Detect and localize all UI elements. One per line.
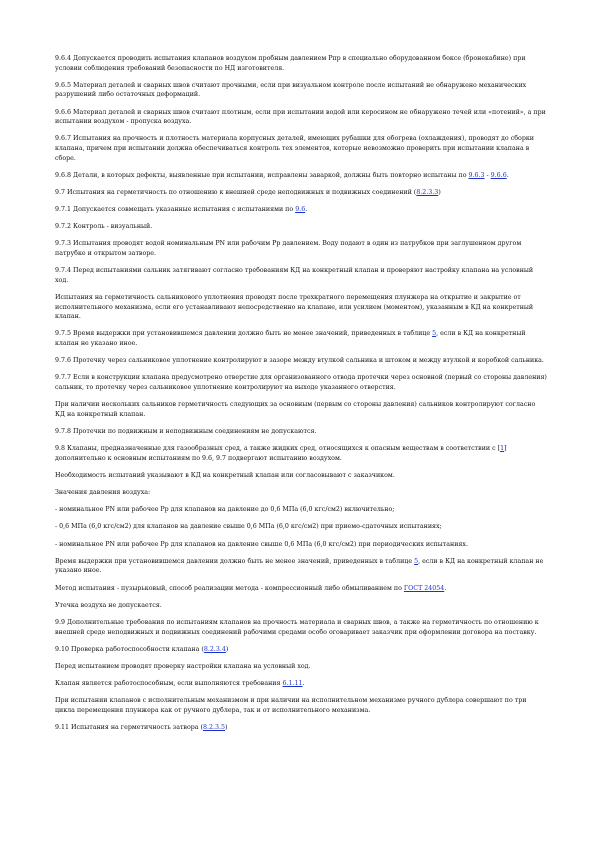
paragraph-p9-8b	[55, 471, 547, 481]
paragraph-tail: , если в КД на конкретный клапан не указано иное.	[55, 557, 544, 575]
paragraph-p9-7-5	[55, 329, 547, 348]
paragraph-text: 9.7.8 Протечки по подвижным и неподвижным соединениям не допускаются.	[55, 427, 317, 435]
paragraph-text: 9.10 Проверка работоспособности клапана (	[55, 645, 204, 653]
paragraph-p9-7-4	[55, 266, 547, 285]
paragraph-tail: ] дополнительно к основным испытаниям по 9.6, 9.7 подвергают испытанию воздухом.	[55, 445, 507, 462]
reference-link[interactable]: 5	[432, 330, 437, 338]
paragraph-text: При наличии нескольких сальников герметичность следующих за основным (первым со стороны давления) сальников контролируют согласно КД на конкретный клапан.	[55, 401, 536, 418]
paragraph-tail: , если в КД на конкретный клапан не указано иное.	[55, 330, 526, 347]
paragraph-text: 9.6.4 Допускается проводить испытания клапанов воздухом пробным давлением Рпр в специально оборудованном боксе (бронекабине) при условии соблюдения требований безопасности по НД изготовителя.	[55, 55, 526, 72]
paragraph-text: Перед испытанием проводят проверку настройки клапана на условный ход.	[55, 662, 311, 670]
paragraph-p9-6-5	[55, 81, 547, 100]
paragraph-text: 9.7.4 Перед испытаниями сальник затягивают согласно требованиям КД на конкретный клапан и проверяют настройку клапана на условный ход.	[55, 267, 534, 284]
paragraph-p9-10d	[55, 696, 547, 715]
paragraph-p9-6-6	[55, 108, 547, 127]
paragraph-p9-8e	[55, 522, 547, 532]
paragraph-tail: .	[444, 584, 447, 592]
paragraph-p9-8h	[55, 584, 547, 594]
paragraph-p9-10b	[55, 662, 547, 672]
paragraph-text: 9.7 Испытания на герметичность по отношению к внешней среде неподвижных и подвижных соединений (	[55, 188, 417, 196]
paragraph-p9-7-1	[55, 205, 547, 215]
paragraph-tail: .	[302, 680, 305, 688]
paragraph-tail: .	[506, 171, 509, 179]
paragraph-text: 9.11 Испытания на герметичность затвора (	[55, 724, 204, 732]
paragraph-text: 9.6.6 Материал деталей и сварных швов считают плотным, если при испытании водой или керосином не обнаружено течей или «потений», а при испытании воздухом - пропуска воздуха.	[55, 108, 546, 126]
paragraph-text: 9.7.5 Время выдержки при установившемся давлении должно быть не менее значений, приведенных в таблице	[55, 330, 433, 338]
paragraph-p9-7-8	[55, 427, 547, 437]
reference-link[interactable]: 9.6.3	[468, 171, 485, 179]
link-separator: -	[484, 171, 491, 179]
reference-link[interactable]: 6.1.11	[282, 680, 303, 688]
paragraph-p9-6-7	[55, 134, 547, 163]
paragraph-text: - номинальное PN или рабочее Рр для клапанов на давление свыше 0,6 МПа (6,0 кгс/см2) при периодических испытаниях.	[55, 540, 468, 548]
paragraph-p9-10c	[55, 679, 547, 689]
paragraph-text: Утечка воздуха не допускается.	[55, 601, 162, 609]
paragraph-text: 9.6.8 Детали, в которых дефекты, выявленные при испытании, исправлены заваркой, должны быть повторно испытаны по	[55, 171, 469, 179]
paragraph-tail: )	[225, 724, 228, 732]
paragraph-text: 9.9 Дополнительные требования по испытаниям клапанов на прочность материала и сварных швов, а также на герметичность по отношению к внешней среде неподвижных и подвижных соединений рабочими средами особо оговаривает заказчик при оформлении договора на поставку.	[55, 619, 539, 636]
reference-link[interactable]: 5	[414, 557, 419, 565]
paragraph-text: 9.6.7 Испытания на прочность и плотность материала корпусных деталей, имеющих рубашки для обогрева (охлаждения), проводят до сборки клапана, причем при испытании должна обеспечиваться контроль тех элементов, которые невозможно проверить при испытании клапана в сборе.	[55, 135, 534, 162]
paragraph-tail: )	[225, 645, 229, 653]
paragraph-text: 9.7.6 Протечку через сальниковое уплотнение контролируют в зазоре между втулкой сальника и штоком и между втулкой и коробкой сальника.	[55, 357, 544, 365]
paragraph-text: - 0,6 МПа (6,0 кгс/см2) для клапанов на давление свыше 0,6 МПа (6,0 кгс/см2) при приемо-сдаточных испытаниях;	[55, 523, 442, 531]
document-page	[55, 54, 547, 740]
paragraph-p9-6-4	[55, 54, 547, 73]
paragraph-p9-8i	[55, 601, 547, 611]
paragraph-p9-7-7	[55, 373, 547, 392]
reference-link[interactable]: 1	[500, 445, 505, 453]
paragraph-text: 9.8 Клапаны, предназначенные для газообразных сред, а также жидких сред, относящихся к опасным веществам в соответствии с [	[55, 445, 501, 453]
reference-link[interactable]: 9.6	[295, 206, 306, 214]
paragraph-p9-7-4b	[55, 293, 547, 322]
paragraph-p9-7	[55, 188, 547, 198]
paragraph-text: Испытания на герметичность сальникового уплотнения проводят после трехкратного перемещения плунжера на открытие и закрытие от исполнительного механизма, если его устанавливают непосредственно на клапане, или усилием (моментом), указанным в КД на конкретный клапан.	[55, 294, 534, 321]
paragraph-tail: .	[305, 206, 308, 214]
paragraph-p9-8c	[55, 488, 547, 498]
reference-link[interactable]: 9.6.6	[490, 171, 507, 179]
paragraph-text: При испытании клапанов с исполнительным механизмом и при наличии на исполнительном механизме ручного дублера совершают по три цикла перемещения плунжера как от ручного дублера, так и от исполнительного механизма.	[55, 697, 527, 714]
paragraph-p9-7-3	[55, 239, 547, 258]
paragraph-p9-11	[55, 723, 547, 733]
paragraph-text: 9.7.1 Допускается совмещать указанные испытания с испытаниями по	[55, 206, 296, 214]
reference-link[interactable]: ГОСТ 24054	[403, 584, 445, 592]
paragraph-p9-6-8	[55, 171, 547, 181]
paragraph-tail: )	[438, 188, 441, 196]
paragraph-p9-8d	[55, 505, 547, 515]
paragraph-p9-8	[55, 444, 547, 463]
paragraph-p9-8f	[55, 540, 547, 550]
paragraph-p9-8g	[55, 557, 547, 576]
paragraph-text: 9.6.5 Материал деталей и сварных швов считают прочными, если при визуальном контроле после испытаний не обнаружено механических разрушений либо остаточных деформаций.	[55, 81, 527, 99]
paragraph-text: 9.7.2 Контроль - визуальный.	[55, 223, 153, 231]
paragraph-p9-7-7b	[55, 400, 547, 419]
paragraph-p9-10	[55, 645, 547, 655]
paragraph-text: 9.7.7 Если в конструкции клапана предусмотрено отверстие для организованного отвода протечки через основной (первый со стороны давления) сальник, то протечку через сальниковое уплотнение контролируют на выходе указанного отверстия.	[55, 374, 547, 391]
paragraph-p9-7-2	[55, 222, 547, 232]
paragraph-text: 9.7.3 Испытания проводят водой номинальным PN или рабочим Рр давлением. Воду подают в один из патрубков при заглушенном другом патрубке и открытом затворе.	[55, 240, 522, 258]
paragraph-text: Необходимость испытаний указывают в КД на конкретный клапан или согласовывают с заказчиком.	[55, 471, 395, 479]
paragraph-text: Время выдержки при установившемся давлении должно быть не менее значений, приведенных в таблице	[55, 557, 415, 565]
paragraph-text: - номинальное PN или рабочее Рр для клапанов на давление до 0,6 МПа (6,0 кгс/см2) включительно;	[55, 506, 395, 514]
reference-link[interactable]: 8.2.3.5	[203, 724, 226, 732]
reference-link[interactable]: 8.2.3.3	[416, 188, 439, 196]
paragraph-p9-9	[55, 618, 547, 637]
paragraph-text: Метод испытания - пузырьковый, способ реализации метода - компрессионный либо обмыливанием по	[55, 584, 404, 592]
reference-link[interactable]: 8.2.3.4	[203, 645, 226, 653]
paragraph-text: Клапан является работоспособным, если выполняются требования	[55, 680, 283, 688]
paragraph-p9-7-6	[55, 356, 547, 366]
paragraph-text: Значения давления воздуха:	[55, 489, 151, 497]
